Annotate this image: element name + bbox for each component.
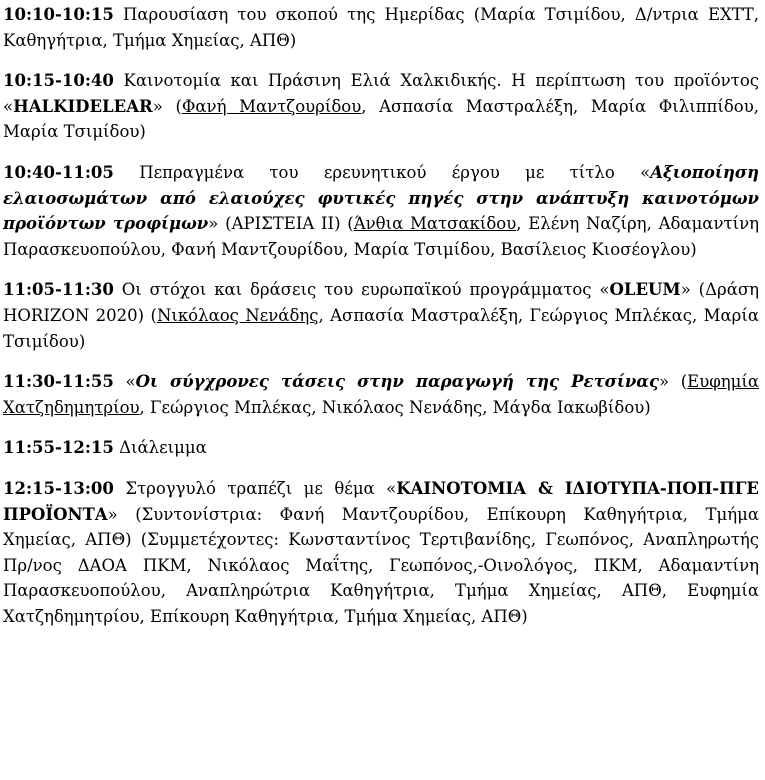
program-entry [3, 160, 759, 262]
entry-text: , Γεώργιος Μπλέκας, Νικόλαος Νενάδης, Μάγδα Ιακωβίδου) [139, 397, 651, 417]
program-entry [3, 476, 759, 630]
entry-speaker: Φανή Μαντζουρίδου [181, 96, 362, 116]
entry-title: OLEUM [609, 280, 681, 300]
entry-text: Στρογγυλό τραπέζι με θέμα « [113, 478, 397, 498]
entry-text: Διάλειμμα [113, 438, 207, 458]
entry-text: » (Δράση HORIZON 2020) ( [3, 280, 759, 325]
entry-time: 10:15-10:40 [3, 71, 114, 91]
entry-time: 11:05-11:30 [3, 280, 114, 300]
entry-text: , Ασπασία Μαστραλέξη, Μαρία Φιλιππίδου, Μαρία Τσιμίδου) [3, 96, 759, 142]
program-entry [3, 2, 759, 53]
entry-speaker: Άνθια Ματσακίδου [353, 214, 517, 234]
entry-time: 12:15-13:00 [3, 478, 114, 498]
entry-title: Οι σύγχρονες τάσεις στην παραγωγή της Ρετσίνας [135, 372, 660, 392]
entry-time: 11:30-11:55 [3, 372, 114, 392]
program-entry [3, 277, 759, 354]
entry-text: Οι στόχοι και δράσεις του ευρωπαϊκού προγράμματος « [113, 280, 610, 300]
entry-time: 11:55-12:15 [3, 438, 114, 458]
entry-text: « [113, 372, 136, 392]
program-entry [3, 435, 759, 461]
entry-text: » ( [152, 96, 182, 116]
entry-time: 10:10-10:15 [3, 5, 114, 24]
entry-text: » (Συντονίστρια: Φανή Μαντζουρίδου, Επίκουρη Καθηγήτρια, Τμήμα Χημείας, ΑΠΘ) (Συμμετέχοντες: Κωνσταντίνος Τερτιβανίδης, Γεωπόνος, Αναπληρωτής Πρ/νος ΔΑΟΑ ΠΚΜ, Νικόλαος Μαΐτης, Γεωπόνος,-Οινολόγος, ΠΚΜ, Αδαμαντίνη Παρασκευοπούλου, Αναπληρώτρια Καθηγήτρια, Τμήμα Χημείας, ΑΠΘ, Ευφημία Χατζηδημητρίου, Επίκουρη Καθηγήτρια, Τμήμα Χημείας, ΑΠΘ) [3, 504, 759, 626]
entry-title: ΚΑΙΝΟΤΟΜΙΑ & ΙΔΙΟΤΥΠΑ-ΠΟΠ-ΠΓΕ ΠΡΟΪΟΝΤΑ [3, 478, 759, 524]
entry-speaker: Ευφημία Χατζηδημητρίου [3, 372, 760, 417]
program-entry [3, 369, 759, 420]
entry-text: » (ΑΡΙΣΤΕΙΑ ΙΙ) ( [208, 214, 354, 234]
entry-text: , Ασπασία Μαστραλέξη, Γεώργιος Μπλέκας, Μαρία Τσιμίδου) [3, 305, 759, 351]
entry-title: HALKIDELEAR [13, 96, 153, 116]
entry-text: Καινοτομία και Πράσινη Ελιά Χαλκιδικής. Η περίπτωση του προϊόντος « [3, 71, 759, 116]
entry-text: Πεπραγμένα του ερευνητικού έργου με τίτλο « [113, 162, 651, 182]
entry-text: » ( [659, 372, 688, 392]
program-entry [3, 68, 759, 145]
entry-text: Παρουσίαση του σκοπού της Ημερίδας (Μαρία Τσιμίδου, Δ/ντρια ΕΧΤΤ, Καθηγήτρια, Τμήμα Χημείας, ΑΠΘ) [3, 5, 759, 50]
entry-time: 10:40-11:05 [3, 162, 114, 182]
entry-title: Αξιοποίηση ελαιοσωμάτων από ελαιούχες φυτικές πηγές στην ανάπτυξη καινοτόμων προϊόντων τροφίμων [3, 162, 759, 234]
entry-speaker: Νικόλαος Νενάδης [156, 305, 319, 325]
entry-text: , Ελένη Ναζίρη, Αδαμαντίνη Παρασκευοπούλου, Φανή Μαντζουρίδου, Μαρία Τσιμίδου, Βασίλειος Κιοσέογλου) [3, 214, 759, 259]
